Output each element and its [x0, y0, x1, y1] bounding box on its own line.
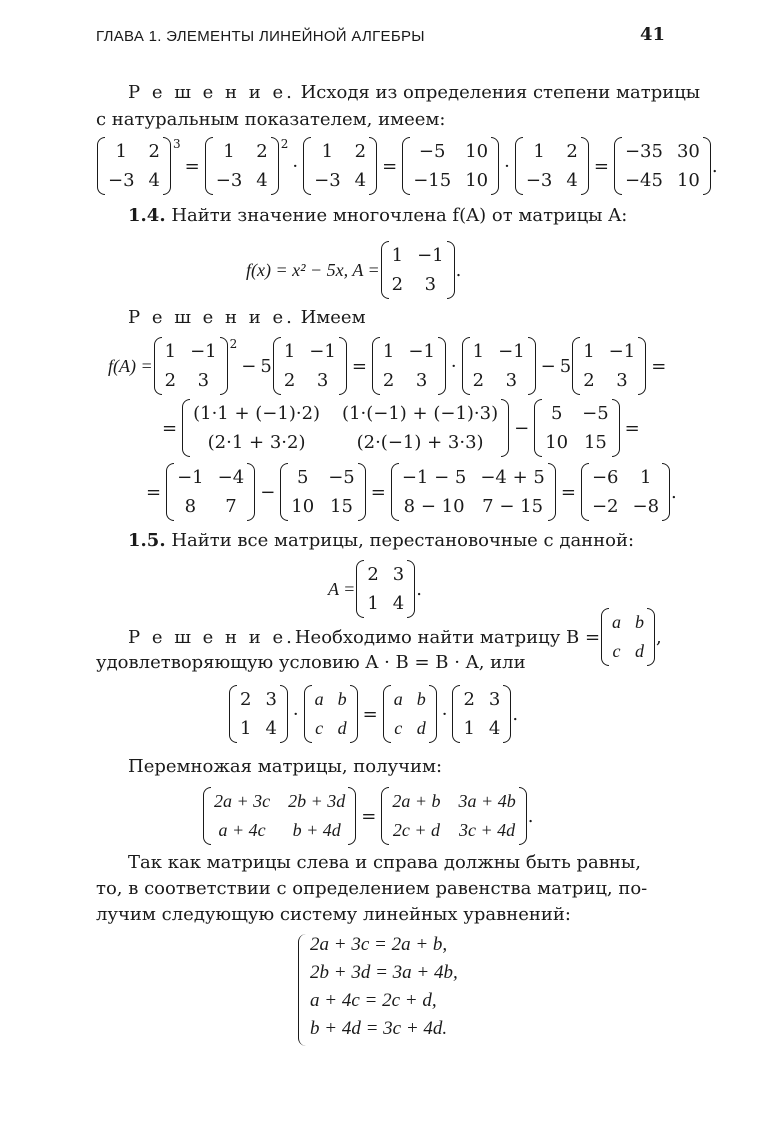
matrix-entry: 4 [392, 593, 405, 614]
left-parenthesis [402, 137, 410, 195]
matrix-entry: 1 [463, 718, 475, 739]
matrix-entry: 8 [184, 496, 197, 517]
matrix-entry: 1 [240, 718, 252, 739]
matrix-entry: 5 [550, 403, 563, 424]
matrix-entry: 7 − 15 [482, 496, 544, 517]
math-operator: = [382, 155, 398, 177]
matrix-entry: 2 [367, 564, 379, 585]
math-operator: · [504, 155, 510, 177]
left-parenthesis [383, 685, 391, 743]
problem-number: 1.4. [128, 205, 166, 226]
math-operator: · [441, 703, 448, 725]
left-parenthesis [205, 137, 213, 195]
matrix-entry: 2 [354, 141, 367, 162]
matrix-entry: −1 [498, 341, 525, 362]
math-operator: . [455, 259, 462, 281]
matrix-entry: (1·1 + (−1)·2) [193, 403, 321, 424]
commutation-equation [228, 682, 518, 746]
right-parenthesis [358, 463, 366, 521]
right-parenthesis [612, 399, 620, 457]
matrix-entry: −15 [413, 170, 452, 191]
matrix-entry: 1 [223, 141, 235, 162]
matrix-entry: 1 [382, 341, 395, 362]
matrix-entry: 4 [488, 718, 501, 739]
matrix-entry: 2 [164, 370, 177, 391]
matrix-entry: d [416, 718, 426, 738]
matrix-entry: c [612, 641, 621, 661]
paragraph-line-3: лучим следующую систему линейных уравнений: [96, 904, 571, 925]
solution-intro-1 [128, 82, 700, 103]
fa-label: f(A) = [108, 355, 153, 376]
matrix-A [381, 241, 455, 299]
left-parenthesis [372, 337, 380, 395]
matrix-entry: a [314, 689, 324, 709]
matrix-entry: 2 [566, 141, 578, 162]
matrix-entry: 30 [676, 141, 700, 162]
right-parenthesis [339, 337, 347, 395]
matrix-entry: 3 [415, 370, 428, 391]
left-parenthesis [534, 399, 542, 457]
left-parenthesis [391, 463, 399, 521]
math-operator: − [241, 355, 257, 377]
page-number: 41 [640, 24, 666, 45]
matrix-entry: 10 [465, 170, 489, 191]
exponent: 2 [229, 337, 238, 351]
matrix-entry: 1 [583, 341, 595, 362]
left-parenthesis [381, 787, 389, 845]
matrix-entry: 15 [330, 496, 353, 517]
matrix-entry: 3 [424, 274, 437, 295]
math-operator: · [292, 155, 299, 177]
matrix-entry: a [393, 689, 403, 709]
matrix-entry: 1 [533, 141, 545, 162]
left-parenthesis [203, 787, 211, 845]
matrix [280, 463, 365, 521]
math-operator: . [512, 703, 519, 725]
matrix-entry: −1 [309, 341, 336, 362]
matrix [515, 137, 589, 195]
fa-equation-row-2 [158, 396, 644, 460]
matrix-entry: −1 − 5 [401, 467, 467, 488]
matrix-entry: −6 [591, 467, 619, 488]
matrix-entry: (1·(−1) + (−1)·3) [342, 403, 499, 424]
right-parenthesis [528, 337, 536, 395]
problem-number: 1.5. [128, 530, 166, 551]
matrix-entry: 7 [225, 496, 237, 517]
left-parenthesis [154, 337, 162, 395]
matrix-entry: 2 [472, 370, 485, 391]
matrix [462, 337, 536, 395]
matrix [304, 685, 358, 743]
math-operator: . [527, 805, 534, 827]
matrix [273, 337, 347, 395]
matrix-entry: 15 [583, 432, 607, 453]
math-operator: = [146, 481, 162, 503]
solution-text: Исходя из определения степени матрицы [294, 82, 701, 103]
matrix [452, 685, 511, 743]
right-parenthesis [491, 137, 499, 195]
problem-text: Найти значение многочлена f(A) от матрицы A: [165, 205, 628, 226]
solution-intro-3 [128, 307, 366, 328]
matrix-entry: 4 [265, 718, 277, 739]
right-parenthesis [501, 399, 509, 457]
solution-word: Р е ш е н и е. [128, 307, 295, 328]
right-parenthesis [581, 137, 589, 195]
matrix-entry: 1 [321, 141, 334, 162]
matrix-entry: 2 [391, 274, 404, 295]
math-operator: = [560, 481, 576, 503]
matrix-entry: 1 [367, 593, 379, 614]
matrix-entry: d [635, 641, 645, 661]
math-operator: = [651, 355, 667, 377]
matrix-entry: 10 [465, 141, 489, 162]
left-parenthesis [229, 685, 237, 743]
left-parenthesis [572, 337, 580, 395]
matrix-entry: −4 + 5 [480, 467, 545, 488]
system-equation: b + 4d = 3c + 4d. [310, 1018, 448, 1039]
matrix-entry: −2 [591, 496, 619, 517]
matrix [381, 787, 526, 845]
matrix-entry: c [315, 718, 324, 738]
math-operator: = [162, 417, 178, 439]
paragraph-line-1: Так как матрицы слева и справа должны быть равны, [128, 852, 641, 873]
math-operator: = [370, 481, 386, 503]
running-header: ГЛАВА 1. ЭЛЕМЕНТЫ ЛИНЕЙНОЙ АЛГЕБРЫ [96, 28, 425, 45]
math-operator: = [593, 155, 609, 177]
matrix-entry: 3 [197, 370, 210, 391]
matrix-entry: 2a + b [392, 791, 441, 811]
math-operator: = [351, 355, 367, 377]
left-parenthesis [273, 337, 281, 395]
matrix-entry: 2 [283, 370, 296, 391]
matrix-entry: 3 [616, 370, 628, 391]
right-parenthesis [220, 337, 228, 395]
matrix-entry: 4 [256, 170, 268, 191]
system-brace [298, 934, 309, 1046]
matrix-entry: 8 − 10 [403, 496, 465, 517]
left-parenthesis [97, 137, 105, 195]
matrix [372, 337, 446, 395]
matrix-entry: 4 [354, 170, 367, 191]
system-equation: 2b + 3d = 3a + 4b, [310, 962, 458, 983]
matrix-entry: 2 [463, 689, 475, 710]
math-operator: . [416, 578, 422, 600]
right-parenthesis [647, 608, 655, 666]
matrix-entry: c [394, 718, 403, 738]
matrix-entry: 3c + 4d [459, 820, 516, 840]
solution-word: Р е ш е н и е. [128, 82, 295, 103]
problem-1-4 [128, 205, 627, 226]
matrix [402, 137, 499, 195]
matrix-entry: 2a + 3c [214, 791, 271, 811]
solution-intro-2: с натуральным показателем, имеем: [96, 109, 446, 130]
matrix-entry: −45 [624, 170, 663, 191]
math-operator: , [656, 626, 662, 648]
matrix [383, 685, 437, 743]
matrix [391, 463, 556, 521]
math-operator: = [362, 703, 378, 725]
matrix-entry: −1 [408, 341, 435, 362]
matrix-entry: b + 4d [292, 820, 341, 840]
left-parenthesis [601, 608, 609, 666]
matrix-entry: 2 [148, 141, 160, 162]
matrix-entry: 3 [392, 564, 405, 585]
matrix-entry: 3 [505, 370, 518, 391]
math-operator: · [450, 355, 457, 377]
matrix-entry: 1 [640, 467, 652, 488]
right-parenthesis [369, 137, 377, 195]
math-operator: . [711, 155, 718, 177]
fa-equation-row-1 [108, 334, 670, 398]
matrix-entry: 2c + d [392, 820, 441, 840]
left-parenthesis [182, 399, 190, 457]
right-parenthesis [703, 137, 711, 195]
matrix-entry: −1 [177, 467, 204, 488]
left-parenthesis [462, 337, 470, 395]
right-parenthesis [271, 137, 279, 195]
matrix-entry: 10 [291, 496, 315, 517]
math-operator: − [540, 355, 556, 377]
matrix [166, 463, 255, 521]
matrix-entry: −1 [608, 341, 636, 362]
paragraph-line-2: то, в соответствии с определением равенства матриц, по- [96, 878, 648, 899]
matrix-entry: (2·1 + 3·2) [207, 432, 306, 453]
matrix-entry: −3 [215, 170, 243, 191]
matrix-entry: 5 [297, 467, 309, 488]
math-operator: = [624, 417, 640, 439]
matrix-entry: 3a + 4b [458, 791, 516, 811]
right-parenthesis [280, 685, 288, 743]
matrix-entry: a [612, 612, 622, 632]
right-parenthesis [348, 787, 356, 845]
matrix-entry: 4 [148, 170, 160, 191]
left-parenthesis [166, 463, 174, 521]
solution-text: Имеем [294, 307, 366, 328]
formula: f(x) = x² − 5x, A = [246, 259, 380, 280]
exponent: 3 [173, 137, 181, 151]
matrix-entry: 1 [164, 341, 177, 362]
formula: A = [328, 578, 356, 599]
fa-equation-row-3 [142, 460, 677, 524]
matrix-entry: 2 [382, 370, 395, 391]
matrix [614, 137, 711, 195]
matrix-entry: 1 [283, 341, 296, 362]
math-operator: . [671, 481, 677, 503]
matrix-entry: −35 [624, 141, 663, 162]
matrix-entry: 4 [566, 170, 578, 191]
matrix-entry: −1 [417, 245, 444, 266]
right-parenthesis [503, 685, 511, 743]
matrix [534, 399, 619, 457]
matrix-entry: 1 [472, 341, 485, 362]
matrix-entry: 2 [583, 370, 595, 391]
matrix-entry: 10 [545, 432, 569, 453]
right-parenthesis [247, 463, 255, 521]
problem-text: Найти все матрицы, перестановочные с данной: [165, 530, 635, 551]
solution-text: Необходимо найти матрицу B = [294, 626, 601, 648]
matrix-entry: (2·(−1) + 3·3) [356, 432, 484, 453]
system-equation: 2a + 3c = 2a + b, [310, 934, 448, 955]
right-parenthesis [447, 241, 455, 299]
exponent: 2 [280, 137, 289, 151]
right-parenthesis [548, 463, 556, 521]
matrix-B [601, 608, 655, 666]
matrix [203, 787, 356, 845]
matrix-entry: 2b + 3d [288, 791, 346, 811]
matrix-entry: −3 [108, 170, 135, 191]
matrix [581, 463, 670, 521]
matrix-entry: 10 [676, 170, 700, 191]
coefficient: 5 [559, 355, 572, 377]
matrix-entry: b [635, 612, 645, 632]
matrix-entry: 3 [488, 689, 501, 710]
left-parenthesis [452, 685, 460, 743]
multiplication-text: Перемножая матрицы, получим: [128, 756, 443, 777]
matrix [229, 685, 288, 743]
right-parenthesis [638, 337, 646, 395]
math-operator: − [514, 417, 530, 439]
matrix-entry: 3 [316, 370, 329, 391]
matrix-entry: 1 [115, 141, 127, 162]
left-parenthesis [303, 137, 311, 195]
right-parenthesis [429, 685, 437, 743]
matrix-entry: 2 [256, 141, 268, 162]
math-operator: = [184, 155, 200, 177]
matrix [303, 137, 377, 195]
right-parenthesis [519, 787, 527, 845]
math-operator: − [260, 481, 276, 503]
left-parenthesis [304, 685, 312, 743]
condition-text: удовлетворяющую условию A · B = B · A, или [96, 652, 526, 673]
matrix [97, 137, 171, 195]
left-parenthesis [280, 463, 288, 521]
matrix-entry: −1 [190, 341, 217, 362]
matrix [205, 137, 279, 195]
matrix-entry: −4 [217, 467, 245, 488]
matrix [572, 337, 646, 395]
left-parenthesis [614, 137, 622, 195]
math-operator: · [292, 703, 299, 725]
matrix-entry: d [337, 718, 347, 738]
matrix [154, 337, 228, 395]
matrix-entry: −5 [418, 141, 446, 162]
right-parenthesis [350, 685, 358, 743]
left-parenthesis [381, 241, 389, 299]
matrix-entry: −3 [314, 170, 341, 191]
matrix-entry: −8 [632, 496, 660, 517]
matrix-entry: a + 4c [218, 820, 266, 840]
product-equation [202, 784, 533, 848]
right-parenthesis [163, 137, 171, 195]
system-equation: a + 4c = 2c + d, [310, 990, 437, 1011]
left-parenthesis [581, 463, 589, 521]
matrix-entry: b [337, 689, 347, 709]
solution-word: Р е ш е н и е. [128, 626, 295, 648]
math-operator: = [361, 805, 377, 827]
right-parenthesis [662, 463, 670, 521]
problem-1-5 [128, 530, 634, 551]
matrix-entry: 1 [391, 245, 404, 266]
coefficient: 5 [260, 355, 272, 377]
matrix-entry: 2 [240, 689, 252, 710]
matrix-entry: −3 [525, 170, 553, 191]
matrix [182, 399, 509, 457]
matrix-power-equation [96, 134, 718, 198]
matrix-entry: −5 [328, 467, 355, 488]
polynomial-definition [246, 238, 461, 302]
matrix-entry: −5 [582, 403, 609, 424]
left-parenthesis [515, 137, 523, 195]
matrix-entry: b [416, 689, 426, 709]
matrix-entry: 3 [265, 689, 277, 710]
right-parenthesis [438, 337, 446, 395]
